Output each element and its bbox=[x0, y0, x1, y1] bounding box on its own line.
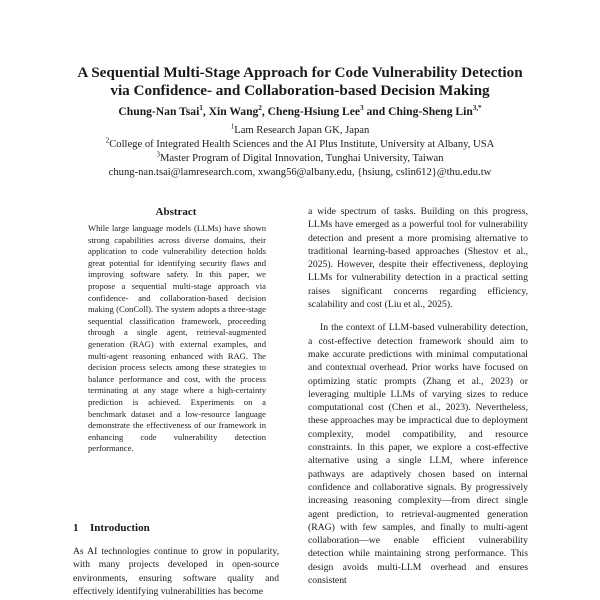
author-name: Chung-Nan Tsai bbox=[118, 105, 200, 118]
author-affiliation-mark: 3,* bbox=[472, 104, 482, 113]
affiliation-text: College of Integrated Health Sciences and the AI Plus Institute, University at Albany, USA bbox=[109, 139, 495, 150]
affiliation bbox=[40, 152, 560, 166]
author-emails: chung-nan.tsai@lamresearch.com, xwang56@albany.edu, {hsiung, cslin612}@thu.edu.tw bbox=[108, 167, 492, 178]
author-separator: , bbox=[261, 105, 268, 118]
author-name: Xin Wang bbox=[208, 105, 259, 118]
affiliation-mark: 1 bbox=[230, 122, 235, 131]
affiliation-text: Master Program of Digital Innovation, Tunghai University, Taiwan bbox=[160, 153, 444, 164]
abstract-heading: Abstract bbox=[155, 206, 197, 218]
affiliation-text: Lam Research Japan GK, Japan bbox=[234, 125, 370, 136]
body-paragraph: In the context of LLM-based vulnerability detection, a cost-effective detection framework should aim to make accurate predictions with minimal computational and contextual overhead. Prior works have focused on optimizing static prompts (Zhang et al., 2023) or leveraging multiple LLMs of varying sizes to reduce computational cost (Chen et al., 2023). Nevertheless, these approaches may be impractical due to deployment complexity, model compatibility, and resource constraints. In this paper, we explore a cost-effective alternative using a single LLM, where inference pathways are adaptively chosen based on internal confidence and collaborative signals. By progressively increasing reasoning complexity—from direct single agent prediction, to retrieval-augmented generation (RAG) with few samples, and finally to multi-agent collaboration—we enable efficient vulnerability detection while maintaining strong performance. This design avoids multi-LLM overhead and ensures consistent bbox=[308, 322, 528, 587]
affiliation-mark: 2 bbox=[105, 136, 110, 145]
introduction-text: As AI technologies continue to grow in popularity, with many projects developed in open-source environments, ensuring software quality and effectively identifying vulnerabilities has become bbox=[73, 546, 279, 598]
author-separator: , bbox=[202, 105, 209, 118]
body-paragraph: a wide spectrum of tasks. Building on this progress, LLMs have emerged as a powerful tool for vulnerability detection and present a more promising alternative to traditional learning-based approaches (Shestov et al., 2025). However, despite their effectiveness, deploying LLMs for vulnerability detection in a practical setting raises significant concerns regarding efficiency, scalability and cost (Liu et al., 2025). bbox=[308, 206, 528, 311]
author-separator: and bbox=[363, 105, 389, 118]
author-name: Cheng-Hsiung Lee bbox=[267, 105, 361, 118]
affiliation bbox=[40, 124, 560, 138]
affiliation bbox=[40, 138, 560, 152]
right-column bbox=[308, 205, 528, 597]
author-list bbox=[40, 104, 560, 119]
author-affiliation-mark: 1 bbox=[199, 104, 203, 113]
author-affiliation-mark: 2 bbox=[258, 104, 262, 113]
author-affiliation-mark: 3 bbox=[360, 104, 364, 113]
section-title: Introduction bbox=[90, 522, 150, 534]
affiliation-mark: 3 bbox=[156, 150, 160, 159]
author-name: Ching-Sheng Lin bbox=[388, 105, 473, 118]
section-heading-introduction bbox=[73, 521, 150, 535]
paper-title-line-1: A Sequential Multi-Stage Approach for Code Vulnerability Detection bbox=[77, 64, 523, 81]
section-number: 1 bbox=[73, 522, 79, 534]
paper-title-line-2: via Confidence- and Collaboration-based Decision Making bbox=[110, 82, 490, 99]
abstract-text: While large language models (LLMs) have shown strong capabilities across diverse domains, their application to code vulnerability detection holds great potential for identifying security flaws and improving software safety. In this paper, we propose a sequential multi-stage approach via confidence- and collaboration-based decision making (ConColl). The system adopts a three-stage sequential classification framework, proceeding through a single agent, retrieval-augmented generation (RAG) with external examples, and multi-agent reasoning enhanced with RAG. The decision process selects among these strategies to balance performance and cost, with the process terminating at any stage where a high-certainty prediction is achieved. Experiments on a benchmark dataset and a low-resource language demonstrate the effectiveness of our framework in enhancing code vulnerability detection performance. bbox=[88, 223, 266, 454]
